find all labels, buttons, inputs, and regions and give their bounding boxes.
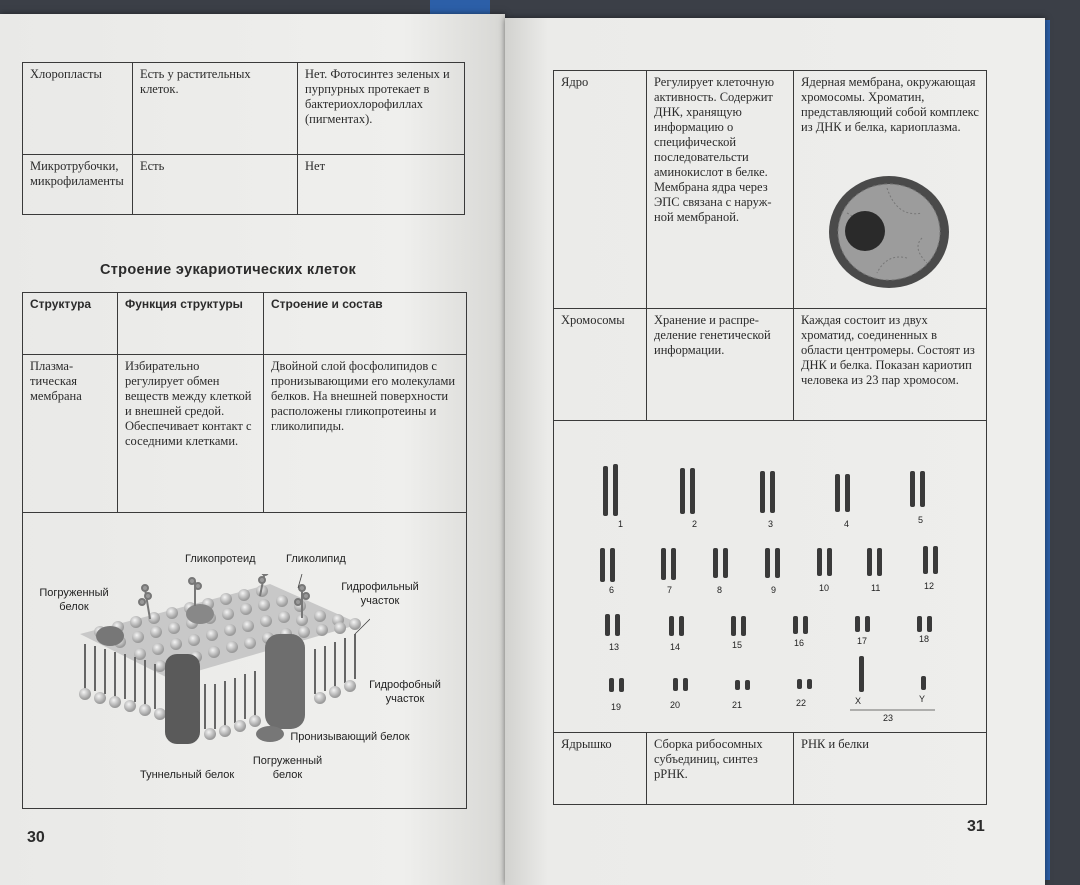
header-structure: Структура bbox=[23, 293, 118, 355]
chromosome-label-6: 6 bbox=[609, 585, 615, 595]
cell-chloroplasts-other: Нет. Фотосинтез зеленых и пурпурных протекает в бактериохлорофиллах (пигментах). bbox=[298, 63, 465, 155]
cell-nucleus-function: Регулирует клеточную активность. Содержит ДНК, хранящую информацию о специфической последовательсти аминокислот в белке. Мембрана ядра через ЭПС связана с наружной мембраной. bbox=[647, 71, 794, 309]
cell-chromosomes-structure: Каждая состоит из двух хроматид, соединенных в области центромеры. Состоят из ДНК и белка. Показан кариотип человека из 23 пар хромосом. bbox=[794, 309, 987, 421]
chromosome-label-15: 15 bbox=[732, 640, 743, 650]
label-hydrophilic: Гидрофильный участок bbox=[341, 581, 419, 607]
page-number-left: 30 bbox=[27, 829, 45, 846]
left-page bbox=[0, 14, 505, 885]
right-page bbox=[505, 18, 1045, 885]
cell-nucleolus-structure: РНК и белки bbox=[794, 733, 987, 805]
page-number-right: 31 bbox=[967, 818, 985, 835]
chromosome-label-y: Y bbox=[919, 694, 926, 704]
chromosome-label-18: 18 bbox=[919, 634, 930, 644]
cell-microtubules-present: Есть bbox=[133, 155, 298, 215]
label-submerged-protein-bottom: Погруженный белок bbox=[252, 755, 323, 781]
chromosome-label-1: 1 bbox=[618, 519, 624, 529]
label-glycolipid: Гликолипид bbox=[286, 553, 346, 565]
nucleus-illustration bbox=[827, 173, 952, 291]
chromosome-label-11: 11 bbox=[871, 583, 881, 593]
label-hydrophobic: Гидрофобный участок bbox=[369, 679, 441, 705]
label-glycoprotein: Гликопротеид bbox=[185, 553, 256, 565]
header-function: Функция структуры bbox=[118, 293, 264, 355]
chromosome-label-3: 3 bbox=[768, 519, 774, 529]
chromosome-label-7: 7 bbox=[667, 585, 673, 595]
header-composition: Строение и состав bbox=[264, 293, 467, 355]
cell-microtubules-other: Нет bbox=[298, 155, 465, 215]
label-penetrating-protein: Пронизывающий белок bbox=[290, 731, 410, 743]
chromosome-label-5: 5 bbox=[918, 515, 924, 525]
chromosome-label-19: 19 bbox=[611, 702, 622, 712]
cell-chromosomes-function: Хранение и распределение генетической информации. bbox=[647, 309, 794, 421]
chromosome-label-21: 21 bbox=[732, 700, 743, 710]
chromosome-label-16: 16 bbox=[794, 638, 805, 648]
chromosome-label-23: 23 bbox=[883, 713, 894, 723]
cell-membrane-function: Избирательно регулирует обмен веществ между клеткой и внешней средой. Обеспечивает контакт с соседними клетками. bbox=[118, 355, 264, 513]
chromosome-label-20: 20 bbox=[670, 700, 681, 710]
cell-microtubules: Микротрубочки, микрофиламенты bbox=[23, 155, 133, 215]
nucleus-structure-text: Ядерная мембрана, окружающая хромосомы. Хроматин, представляющий собой комплекс из ДНК и белка, кариоплазма. bbox=[801, 75, 979, 134]
comparison-table bbox=[22, 62, 465, 215]
section-title: Строение эукариотических клеток bbox=[100, 262, 357, 278]
chromosome-label-22: 22 bbox=[796, 698, 807, 708]
cell-chloroplasts-present: Есть у растительных клеток. bbox=[133, 63, 298, 155]
cell-chloroplasts: Хлоропласты bbox=[23, 63, 133, 155]
chromosome-label-2: 2 bbox=[692, 519, 698, 529]
chromosome-label-8: 8 bbox=[717, 585, 723, 595]
chromosome-label-12: 12 bbox=[924, 581, 935, 591]
cell-membrane-structure: Двойной слой фосфолипидов с пронизывающими его молекулами белков. На внешней поверхности расположены гликопротеины и гликолипиды. bbox=[264, 355, 467, 513]
chromosome-label-14: 14 bbox=[670, 642, 681, 652]
chromosome-label-13: 13 bbox=[609, 642, 620, 652]
cell-nucleolus: Ядрышко bbox=[554, 733, 647, 805]
cell-plasma-membrane: Плазматическая мембрана bbox=[23, 355, 118, 513]
chromosome-label-9: 9 bbox=[771, 585, 777, 595]
chromosome-label-10: 10 bbox=[819, 583, 830, 593]
label-tunnel-protein: Туннельный белок bbox=[140, 769, 235, 781]
chromosome-label-x: X bbox=[855, 696, 862, 706]
chromosome-label-17: 17 bbox=[857, 636, 868, 646]
cell-chromosomes: Хромосомы bbox=[554, 309, 647, 421]
cell-nucleolus-function: Сборка рибосомных субъединиц, синтез рРНК. bbox=[647, 733, 794, 805]
cell-nucleus: Ядро bbox=[554, 71, 647, 309]
label-submerged-protein-top: Погруженный белок bbox=[39, 587, 109, 613]
chromosome-label-4: 4 bbox=[844, 519, 850, 529]
